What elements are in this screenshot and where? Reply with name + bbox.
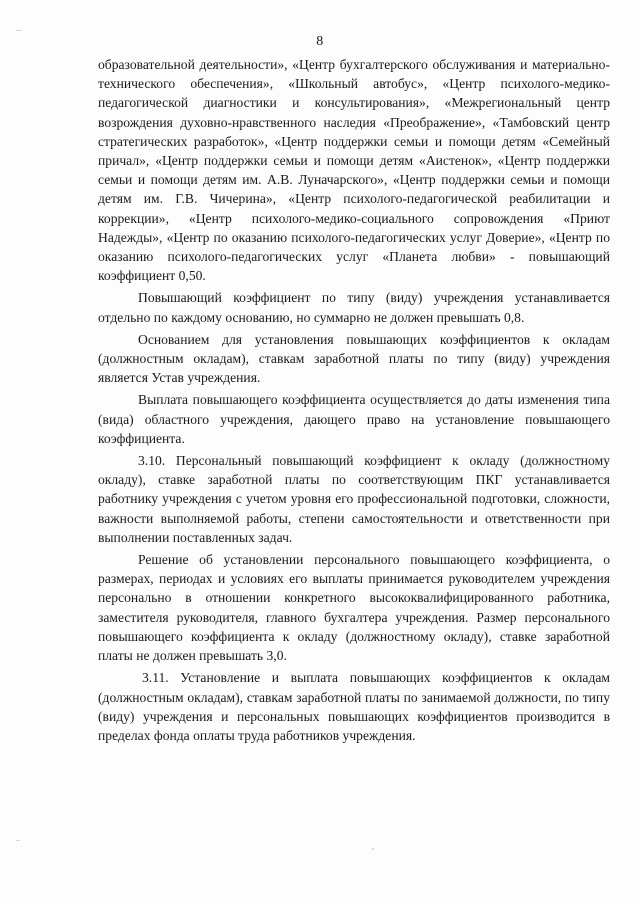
paragraph-section-3-10: 3.10. Персональный повышающий коэффициент к окладу (должностному окладу), ставке заработной платы по соответствующим ПКГ устанавливается работнику учреждения с учетом уровня его профессиональной подготовки, сложности, важности выполняемой работы, степени самостоятельности и ответственности при выполнении поставленных задач. (98, 453, 610, 545)
paragraph-section-3-11: 3.11. Установление и выплата повышающих коэффициентов к окладам (должностным окладам), ставкам заработной платы по занимаемой должности, по типу (виду) учреждения и персональных повышающих коэффициентов производится в пределах фонда оплаты труда работников учреждения. (98, 670, 610, 743)
paragraph-institutions-list: образовательной деятельности», «Центр бухгалтерского обслуживания и материально-технического обеспечения», «Школьный автобус», «Центр психолого-медико-педагогической диагностики и консультирования», «Межрегиональный центр возрождения духовно-нравственного наследия «Преображение», «Тамбовский центр стратегических разработок», «Центр поддержки семьи и помощи детям «Семейный причал», «Центр поддержки семьи и помощи детям «Аистенок», «Центр поддержки семьи и помощи детям им. А.В. Луначарского», «Центр поддержки семьи и помощи детям им. Г.В. Чичерина», «Центр психолого-педагогической реабилитации и коррекции», «Центр психолого-медико-социального сопровождения «Приют Надежды», «Центр по оказанию психолого-педагогических услуг Доверие», «Центр по оказанию психолого-педагогических услуг «Планета любви» - повышающий коэффициент 0,50. (98, 57, 610, 284)
page-number: 8 (316, 34, 324, 49)
scan-mark (16, 30, 22, 31)
document-body (98, 55, 610, 748)
scan-mark (16, 840, 20, 841)
scan-speck (372, 848, 374, 850)
paragraph-payment-period: Выплата повышающего коэффициента осуществляется до даты изменения типа (вида) областного учреждения, дающего право на установление повышающего коэффициента. (98, 392, 610, 446)
paragraph-coefficient-limit: Повышающий коэффициент по типу (виду) учреждения устанавливается отдельно по каждому основанию, но суммарно не должен превышать 0,8. (98, 290, 610, 325)
paragraph-personal-coefficient-decision: Решение об установлении персонального повышающего коэффициента, о размерах, периодах и условиях его выплаты принимается руководителем учреждения персонально в отношении конкретного высококвалифицированного работника, заместителя руководителя, главного бухгалтера учреждения. Размер персонального повышающего коэффициента к окладу (должностному окладу), ставке заработной платы не должен превышать 3,0. (98, 552, 610, 664)
paragraph-basis: Основанием для установления повышающих коэффициентов к окладам (должностным окладам), ставкам заработной платы по типу (виду) учреждения является Устав учреждения. (98, 331, 610, 386)
